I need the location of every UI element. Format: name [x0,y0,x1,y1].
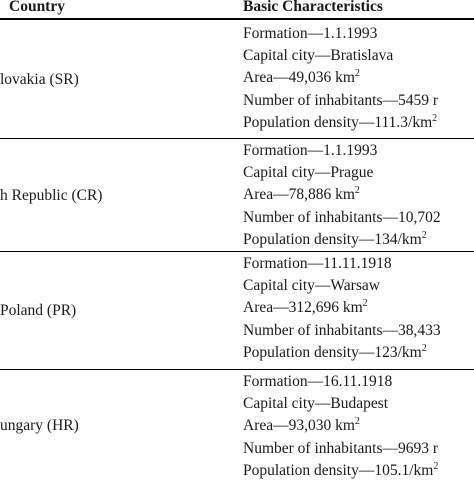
characteristics-column-header: Basic Characteristics [243,0,383,15]
characteristic-line: Formation—1.1.1993 [243,25,378,42]
characteristics-cell [243,371,438,482]
country-column-header: Country [9,0,65,15]
country-cell: Poland (PR) [0,302,77,319]
characteristic-line: Population $density—111.3/km^2$ [243,112,438,131]
characteristic-line: Capital city—Budapest [243,395,389,413]
row-separator [0,138,474,139]
characteristic-line: Number of inhabitants—38,433 [243,321,441,339]
characteristics-cell [243,140,441,251]
characteristics-cell [243,23,438,134]
characteristic-line: Area—49,036 $km^2$ [243,68,360,87]
row-separator [0,369,474,370]
country-cell: lovakia (SR) [0,71,79,88]
characteristic-line: Formation—11.11.1918 [243,255,392,272]
characteristic-line: Capital city—Prague [243,164,374,182]
characteristic-line: Number of inhabitants—10,702 [243,208,441,226]
characteristic-line: Capital city—Bratislava [243,47,394,65]
characteristic-line: Population $density—105.1/km^2$ [243,460,439,479]
country-cell: h Republic (CR) [0,187,103,204]
characteristic-line: Capital city—Warsaw [243,277,380,295]
characteristic-line: Population $density—123/km^2$ [243,342,427,361]
characteristic-line: Area—312,696 $km^2$ [243,298,368,317]
characteristic-line: Formation—16.11.1918 [243,373,393,390]
header-rule [0,18,474,20]
characteristic-line: Number of inhabitants—9693 r [243,439,439,457]
characteristic-line: Area—78,886 $km^2$ [243,185,360,204]
country-cell: ungary (HR) [0,417,79,434]
characteristic-line: Population $density—134/km^2$ [243,229,427,248]
characteristic-line: Number of inhabitants—5459 r [243,91,439,109]
characteristic-line: Formation—1.1.1993 [243,142,378,159]
row-separator [0,251,474,252]
characteristic-line: Area—93,030 $km^2$ [243,416,360,435]
characteristics-cell [243,253,441,364]
